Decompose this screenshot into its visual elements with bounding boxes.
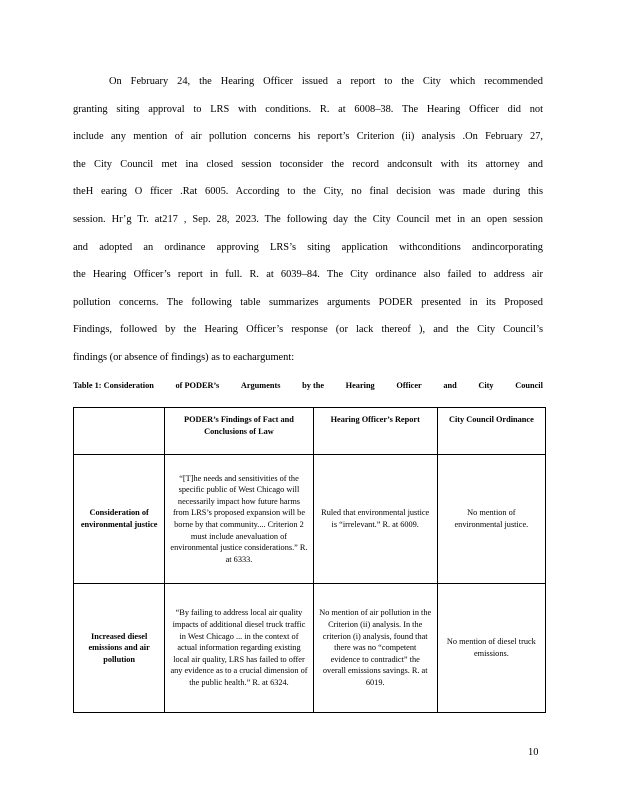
- paragraph-line: the Hearing Officer’s report in full. R. at 6039–84. The City ordinance also failed to address air: [73, 269, 543, 281]
- paragraph-line: and adopted an ordinance approving LRS’s siting application withconditions andincorporating: [73, 241, 543, 253]
- city-council-cell: No mention of environmental justice.: [437, 455, 545, 584]
- paragraph-line: include any mention of air pollution concerns his report’s Criterion (ii) analysis .On February 27,: [73, 131, 543, 143]
- paragraph-line: pollution concerns. The following table summarizes arguments PODER presented in its Proposed: [73, 296, 543, 308]
- paragraph-line: Findings, followed by the Hearing Officer’s response (or lack thereof ), and the City Council’s: [73, 324, 543, 336]
- city-council-cell: No mention of diesel truck emissions.: [437, 584, 545, 713]
- paragraph-line: session. Hr’g Tr. at217 , Sep. 28, 2023. The following day the City Council met in an open session: [73, 213, 543, 225]
- table-header-row: [74, 408, 546, 455]
- paragraph-line: the City Council met ina closed session toconsider the record andconsult with its attorney and: [73, 158, 543, 170]
- caption-part: City: [478, 381, 494, 390]
- row-label: Consideration of environmental justice: [74, 455, 165, 584]
- poder-cell: “[T]he needs and sensitivities of the specific public of West Chicago will necessarily impact how future harms from LRS’s proposed expansion will be borne by that community.... Criterion 2 must include anevaluation of environmental justice considerations.” R. at 6333.: [165, 455, 313, 584]
- body-paragraph: [73, 68, 543, 372]
- arguments-table: [73, 407, 546, 713]
- hearing-officer-cell: No mention of air pollution in the Criterion (ii) analysis. In the criterion (i) analysis, found that there was no “competent evidence to contradict” the overall emissions savings. R. at 6019.: [313, 584, 437, 713]
- poder-cell: “By failing to address local air quality impacts of additional diesel truck traffic in West Chicago ... in the context of actual information regarding existing local air quality, LRS has failed to offer any evidence as to a crucial dimension of the public health.” R. at 6324.: [165, 584, 313, 713]
- caption-part: Council: [515, 381, 543, 390]
- caption-part: of PODER’s: [175, 381, 220, 390]
- paragraph-line: findings (or absence of findings) as to eachargument:: [73, 351, 295, 363]
- table-caption: [73, 381, 543, 390]
- table-header-cell: City Council Ordinance: [437, 408, 545, 455]
- paragraph-line: theH earing O fficer .Rat 6005. According to the City, no final decision was made during this: [73, 186, 543, 198]
- table-row: [74, 455, 546, 584]
- hearing-officer-cell: Ruled that environmental justice is “irrelevant.” R. at 6009.: [313, 455, 437, 584]
- caption-part: by the: [302, 381, 325, 390]
- caption-part: Table 1: Consideration: [73, 381, 154, 390]
- caption-part: Arguments: [240, 381, 281, 390]
- table-header-cell: [74, 408, 165, 455]
- caption-part: Hearing: [345, 381, 375, 390]
- paragraph-line: granting siting approval to LRS with conditions. R. at 6008–38. The Hearing Officer did not: [73, 103, 543, 115]
- caption-part: and: [443, 381, 457, 390]
- table-header-cell: Hearing Officer’s Report: [313, 408, 437, 455]
- caption-part: Officer: [396, 381, 422, 390]
- row-label: Increased diesel emissions and air pollution: [74, 584, 165, 713]
- page-number: 10: [528, 747, 539, 758]
- table-row: [74, 584, 546, 713]
- paragraph-line: On February 24, the Hearing Officer issued a report to the City which recommended: [109, 76, 543, 87]
- table-header-cell: PODER’s Findings of Fact and Conclusions of Law: [165, 408, 313, 455]
